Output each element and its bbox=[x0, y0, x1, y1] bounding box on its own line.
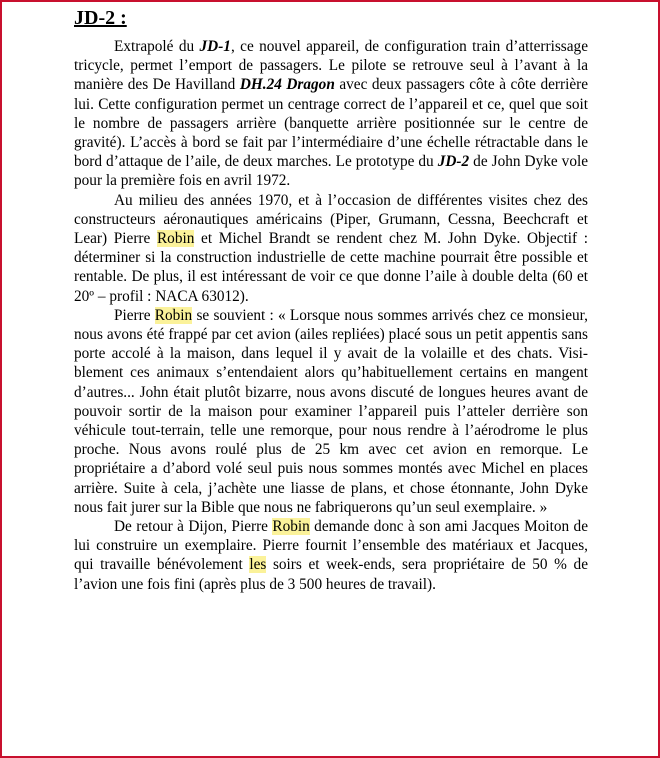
aircraft-name-dh24: DH.24 Dragon bbox=[239, 76, 335, 94]
paragraph-4: De retour à Dijon, Pierre Robin demande donc à son ami Jacques Moiton de lui construire un exemplaire. Pierre fournit l’ensemble des matériaux et Jacques, qui travaille bénévolement les soirs et week-ends, sera propriétaire de 50 % de l’avion une fois fini (après plus de 3 500 heures de travail). bbox=[74, 518, 588, 593]
search-highlight: Robin bbox=[272, 518, 310, 536]
search-highlight: Robin bbox=[154, 306, 193, 324]
paragraph-2: Au milieu des années 1970, et à l’occasion de différentes visites chez des constructeurs aéronautiques américains (Piper, Grumann, Cessna, Beechcraft et Lear) Pierre Robin et Michel Brandt se rendent chez M. John Dyke. Objectif : déterminer si la construction industrielle de cette machine pourrait être possible et rentable. De plus, il est intéressant de voir ce que donne l’aile à double delta (60 et 20º – profil : NACA 63012). bbox=[74, 191, 588, 305]
search-highlight: Robin bbox=[156, 230, 195, 248]
paragraph-3: Pierre Robin se souvient : « Lorsque nous sommes arrivés chez ce monsieur, nous avons été frappé par cet avion (ailes repliées) placé sous un petit appentis sans porte accolé à la maison, dans lequel il y avait de la volaille et des chats. Visiblement ces animaux s’entendaient alors qu’habituellement certains en mangent d’autres... John était plutôt bizarre, nous avons discuté de longues heures avant de pouvoir sortir de la maison pour examiner l’appareil puis l’atteler derrière son véhicule tout-terrain, telle une remorque, pour nous rendre à l’aérodrome le plus proche. Nous avons roulé plus de 25 km avec cet avion en remorque. Le propriétaire a d’abord volé seul puis nous sommes montés avec Michel en places arrière. Suite à cela, j’achète une liasse de plans, et chose étonnante, John Dyke nous fait jurer sur la Bible que nous ne fabriquerons qu’un seul exemplaire. » bbox=[74, 306, 588, 516]
search-highlight: les bbox=[249, 556, 267, 574]
section-heading: JD-2 : bbox=[74, 7, 127, 29]
aircraft-name-jd2: JD-2 bbox=[437, 153, 470, 171]
document-page bbox=[74, 5, 588, 594]
paragraph-1: Extrapolé du JD-1, ce nouvel appareil, de configuration train d’atterrissage tricycle, permet l’emport de passagers. Le pilote se retrouve seul à l’avant à la manière des De Havilland DH.24 Dragon avec deux passagers côte à côte derrière lui. Cette configuration permet un centrage correct de l’appareil et ce, quel que soit le nombre de passagers arrière (banquette arrière positionnée sur le centre de gravité). L’accès à bord se fait par l’intermédiaire d’une échelle rétractable dans le bord d’attaque de l’aile, de deux marches. Le prototype du JD-2 de John Dyke vole pour la première fois en avril 1972. bbox=[74, 38, 589, 190]
aircraft-name-jd1: JD-1 bbox=[199, 38, 231, 55]
